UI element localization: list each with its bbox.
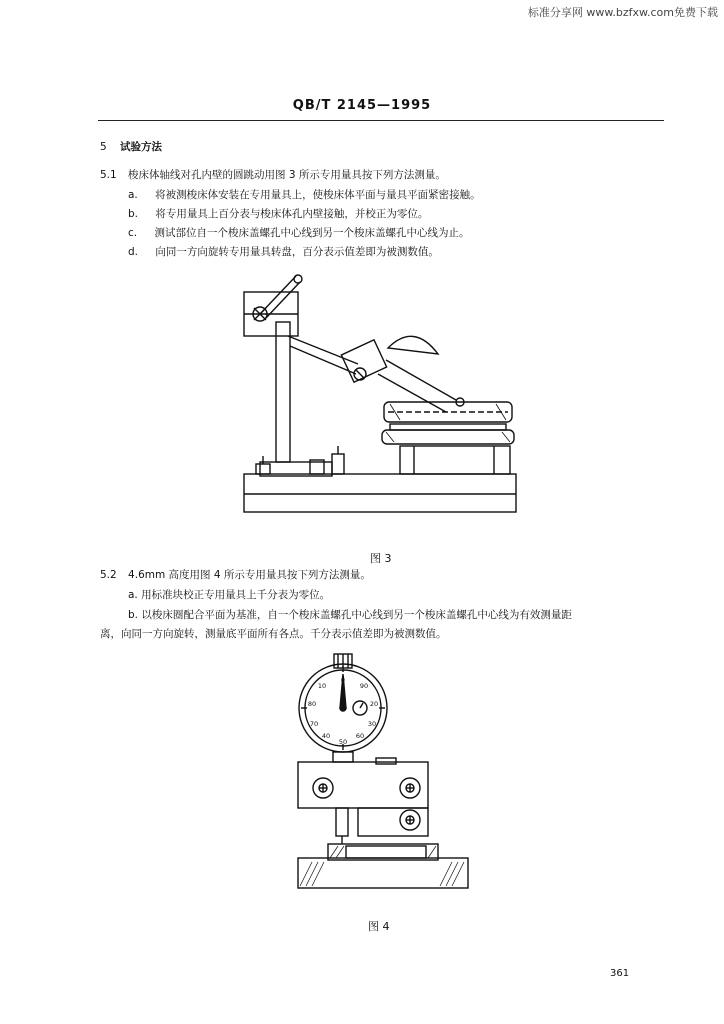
section-title: 试验方法 bbox=[120, 141, 163, 153]
section-5-heading bbox=[100, 140, 162, 154]
clause-text: 4.6mm 高度用图 4 所示专用量具按下列方法测量。 bbox=[128, 569, 371, 581]
item-text: 将被测梭床体安装在专用量具上，使梭床体平面与量具平面紧密接触。 bbox=[155, 189, 481, 201]
dial-label: 40 bbox=[321, 732, 331, 740]
dial-label: 0 bbox=[340, 676, 346, 684]
list-item bbox=[128, 226, 469, 240]
header-rule bbox=[98, 120, 664, 121]
item-text: 向同一方向旋转专用量具转盘，百分表示值差即为被测数值。 bbox=[155, 246, 439, 258]
clause-number: 5.1 bbox=[100, 169, 117, 181]
page-header: QB/T 2145—1995 bbox=[292, 98, 432, 113]
dial-label: 60 bbox=[355, 732, 365, 740]
list-item: b. 以梭床圈配合平面为基准，自一个梭床盖螺孔中心线到另一个梭床盖螺孔中心线为有效测量距 bbox=[128, 609, 572, 621]
dial-label: 70 bbox=[309, 720, 319, 728]
item-text: 测试部位自一个梭床盖螺孔中心线到另一个梭床盖螺孔中心线为止。 bbox=[154, 227, 470, 239]
list-item-continuation: 离，向同一方向旋转，测量底平面所有各点。千分表示值差即为被测数值。 bbox=[100, 628, 447, 640]
figure-3-caption: 图 3 bbox=[370, 552, 392, 565]
list-item bbox=[128, 188, 481, 202]
section-number: 5 bbox=[100, 141, 107, 153]
watermark: 标准分享网 www.bzfxw.com免费下载 bbox=[527, 6, 718, 19]
page-number: 361 bbox=[610, 968, 630, 979]
dial-label: 30 bbox=[367, 720, 377, 728]
item-label: a. bbox=[128, 189, 138, 201]
figure-4-drawing bbox=[290, 648, 480, 898]
clause-5-1 bbox=[100, 168, 446, 182]
clause-5-2 bbox=[100, 568, 371, 582]
clause-text: 梭床体轴线对孔内壁的圆跳动用图 3 所示专用量具按下列方法测量。 bbox=[128, 169, 446, 181]
item-label: b. bbox=[128, 208, 139, 220]
dial-label: 50 bbox=[338, 738, 348, 746]
dial-label: 20 bbox=[369, 700, 379, 708]
item-text: 将专用量具上百分表与梭床体孔内壁接触，并校正为零位。 bbox=[155, 208, 429, 220]
item-label: c. bbox=[128, 227, 138, 239]
clause-number: 5.2 bbox=[100, 569, 117, 581]
dial-label: 80 bbox=[307, 700, 317, 708]
dial-label: 10 bbox=[317, 682, 327, 690]
item-label: d. bbox=[128, 246, 139, 258]
figure-3-drawing bbox=[238, 262, 528, 522]
list-item: a. 用标准块校正专用量具上千分表为零位。 bbox=[128, 589, 331, 601]
dial-label: 90 bbox=[359, 682, 369, 690]
figure-4-caption: 图 4 bbox=[368, 920, 390, 933]
list-item bbox=[128, 245, 439, 259]
list-item bbox=[128, 207, 428, 221]
